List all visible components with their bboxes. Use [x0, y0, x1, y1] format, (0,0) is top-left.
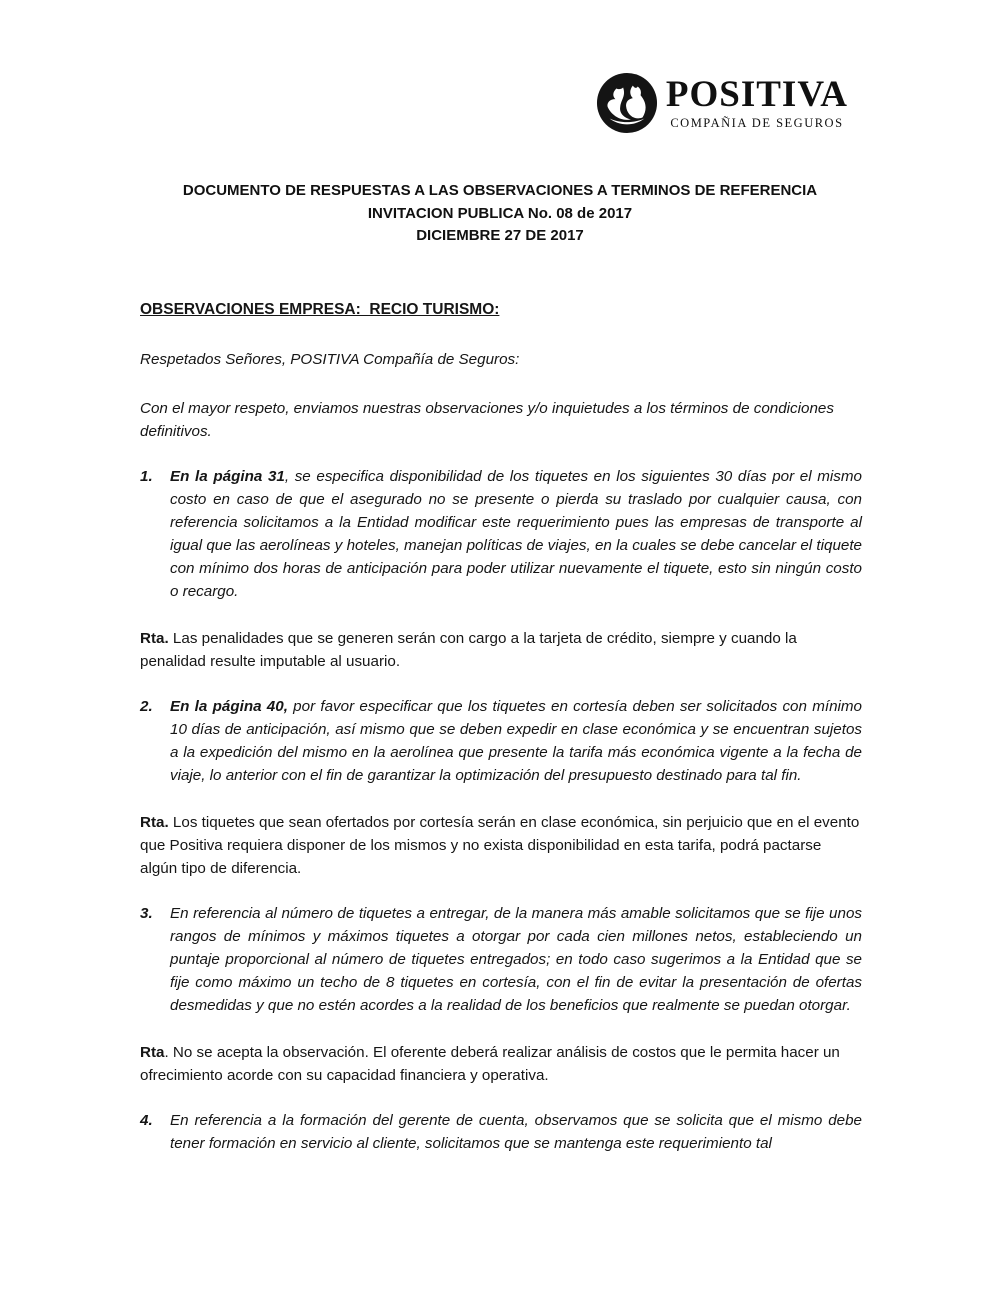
title-line-3: DICIEMBRE 27 DE 2017	[416, 227, 584, 244]
title-line-2: INVITACION PUBLICA No. 08 de 2017	[367, 204, 633, 222]
document-title-block	[0, 180, 1000, 248]
section-heading: OBSERVACIONES EMPRESA: RECIO TURISMO:	[140, 300, 500, 318]
logo-row	[0, 0, 1000, 134]
item-number: 2.	[140, 697, 153, 715]
item-lead: En la página 31	[170, 467, 285, 485]
item-body: En referencia a la formación del gerente de cuenta, observamos que se solicita que el mismo debe tener formación en servicio al cliente, solicitamos que se mantenga este requerimiento tal	[170, 1111, 862, 1152]
item-lead: En la página 40,	[170, 697, 288, 715]
item-text	[170, 1109, 862, 1155]
answer-text: . No se acepta la observación. El oferente deberá realizar análisis de costos que le permita hacer un ofrecimiento acorde con su capacidad financiera y operativa.	[140, 1043, 840, 1084]
item-text	[170, 695, 862, 787]
answer-paragraph-3	[140, 1041, 862, 1087]
answer-text: Los tiquetes que sean ofertados por cortesía serán en clase económica, sin perjuicio que en el evento que Positiva requiera disponer de los mismos y no exista disponibilidad en esta tarifa, podrá pactarse algún tipo de diferencia.	[140, 813, 860, 877]
item-number: 4.	[140, 1111, 153, 1129]
title-line-1: DOCUMENTO DE RESPUESTAS A LAS OBSERVACIONES A TERMINOS DE REFERENCIA	[182, 182, 818, 199]
observation-item-1	[140, 465, 862, 603]
item-body: En referencia al número de tiquetes a entregar, de la manera más amable solicitamos que se fije unos rangos de mínimos y máximos tiquetes a otorgar por cada cien millones netos, estableciendo un puntaje proporcional al número de tiquetes entregados; en todo caso sugerimos a la Entidad que se fije como máximo un techo de 8 tiquetes en cortesía, con el fin de evitar la presentación de ofertas desmedidas y que no estén acordes a la realidad de los beneficios que realmente se puedan otorgar.	[170, 904, 862, 1014]
observation-item-3	[140, 902, 862, 1017]
answer-label: Rta.	[140, 813, 169, 831]
answer-paragraph-2	[140, 811, 862, 880]
logo-wordmark: POSITIVA	[665, 73, 848, 115]
intro-paragraph: Con el mayor respeto, enviamos nuestras observaciones y/o inquietudes a los términos de condiciones definitivos.	[140, 399, 834, 440]
item-text	[170, 465, 862, 603]
answer-label: Rta	[140, 1043, 165, 1061]
item-number: 3.	[140, 904, 153, 922]
item-body: por favor especificar que los tiquetes en cortesía deben ser solicitados con mínimo 10 días de anticipación, así mismo que se deben expedir en clase económica y se encuentran sujetos a la expedición del mismo en la aerolínea que presente la tarifa más económica vigente a la fecha de viaje, lo anterior con el fin de garantizar la optimización del presupuesto destinado para tal fin.	[170, 697, 862, 784]
positiva-logo	[596, 72, 848, 134]
answer-paragraph-1	[140, 627, 862, 673]
document-body	[140, 298, 862, 1155]
item-number: 1.	[140, 467, 153, 485]
observation-item-4	[140, 1109, 862, 1155]
item-text	[170, 902, 862, 1017]
logo-text	[665, 73, 848, 131]
answer-label: Rta.	[140, 629, 169, 647]
positiva-doves-icon	[596, 72, 658, 134]
item-body: , se especifica disponibilidad de los tiquetes en los siguientes 30 días por el mismo costo en caso de que el asegurado no se presente o pierda su traslado por cualquier causa, con referencia solicitamos a la Entidad modificar este requerimiento pues las empresas de transporte al igual que las aerolíneas y hoteles, manejan políticas de viajes, en la cuales se debe cancelar el tiquete con mínimo dos horas de anticipación para poder utilizar nuevamente el tiquete, esto sin ningún costo o recargo.	[170, 467, 862, 600]
logo-tagline: COMPAÑIA DE SEGUROS	[670, 115, 844, 130]
answer-text: Las penalidades que se generen serán con cargo a la tarjeta de crédito, siempre y cuando la penalidad resulte imputable al usuario.	[140, 629, 797, 670]
observation-item-2	[140, 695, 862, 787]
salutation: Respetados Señores, POSITIVA Compañía de Seguros:	[140, 350, 520, 368]
